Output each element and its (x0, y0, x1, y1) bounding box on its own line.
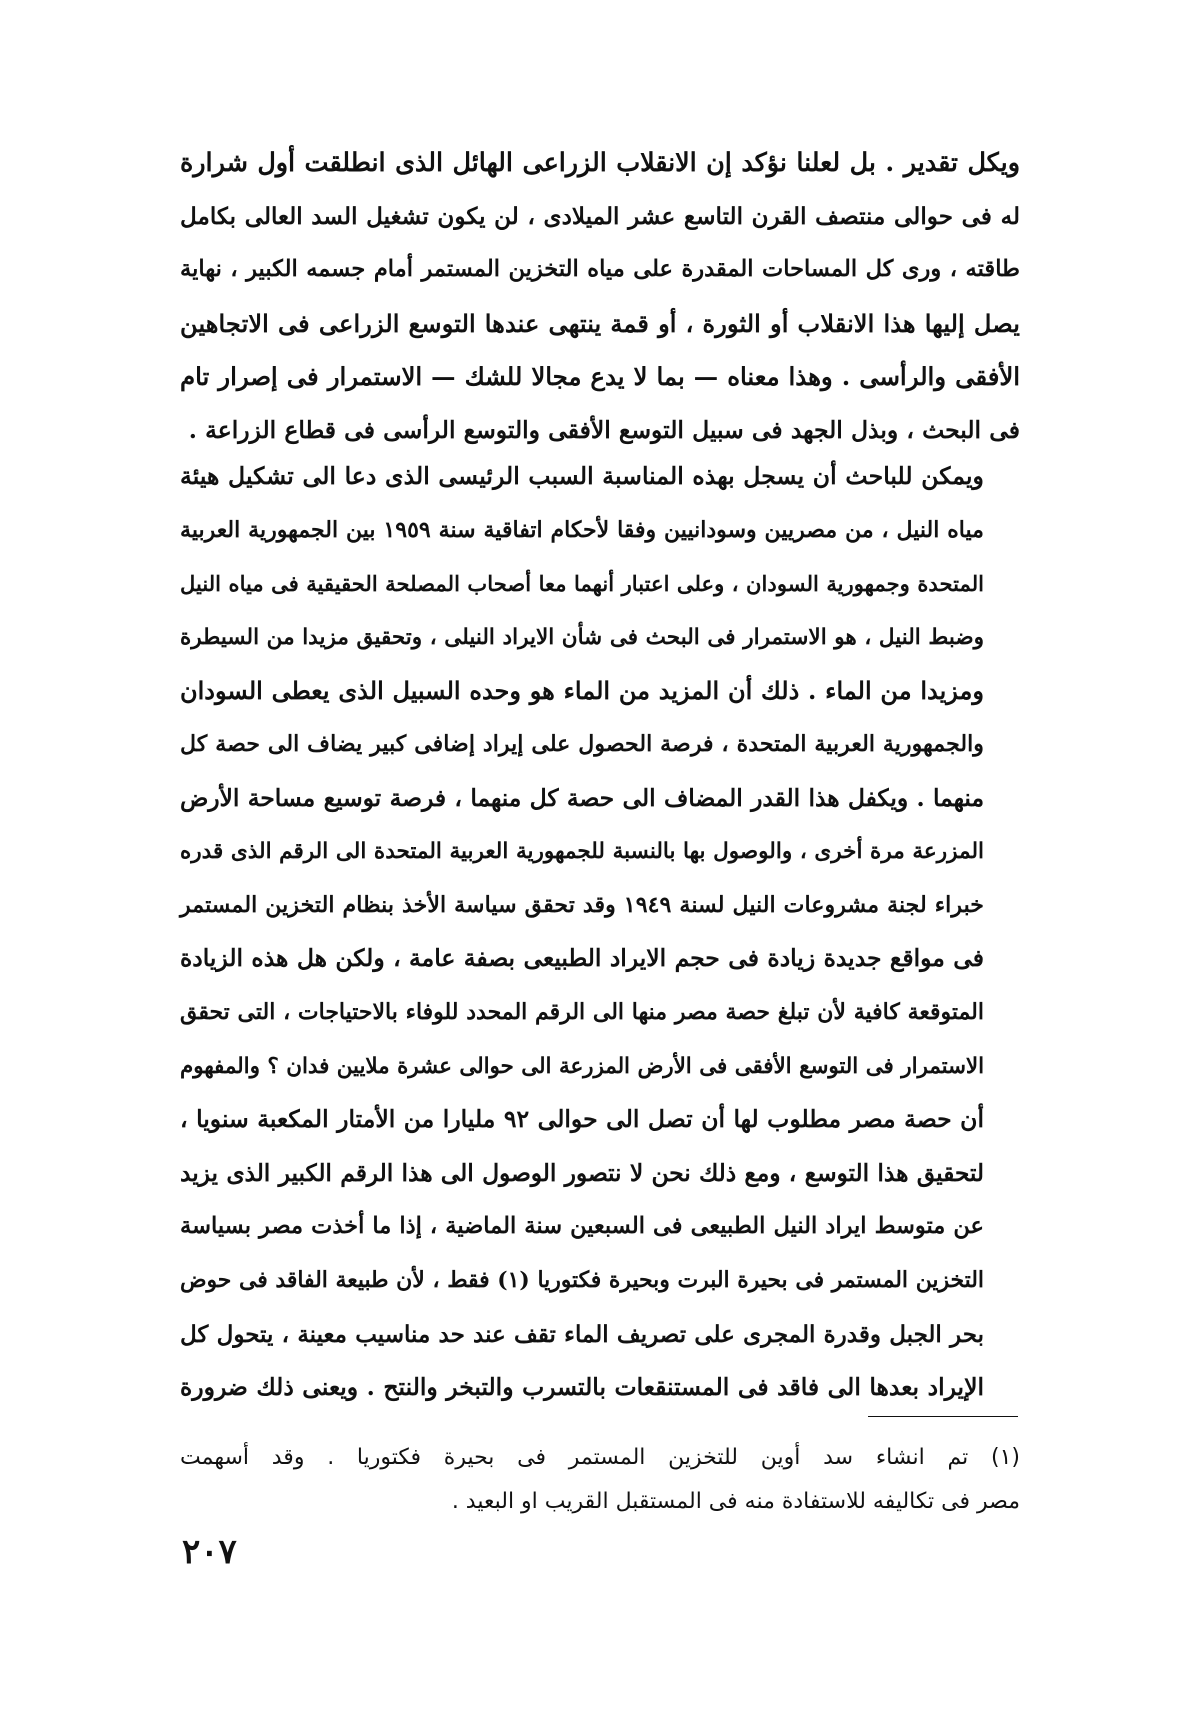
text-line: ويمكن للباحث أن يسجل بهذه المناسبة السبب الرئيسى الذى دعا الى تشكيل هيئة (180, 462, 984, 490)
text-line: منهما . ويكفل هذا القدر المضاف الى حصة كل منهما ، فرصة توسيع مساحة الأرض (180, 783, 984, 812)
text-line: المزرعة مرة أخرى ، والوصول بها بالنسبة للجمهورية العربية المتحدة الى الرقم الذى قدره (180, 839, 984, 865)
paragraph-2 (180, 450, 1020, 1415)
text-line: ويكل تقدير . بل لعلنا نؤكد إن الانقلاب الزراعى الهائل الذى انطلقت أول شرارة (180, 147, 1020, 177)
text-line: خبراء لجنة مشروعات النيل لسنة ١٩٤٩ وقد تحقق سياسة الأخذ بنظام التخزين المستمر (180, 891, 984, 918)
text-line: وضبط النيل ، هو الاستمرار فى البحث فى شأن الايراد النيلى ، وتحقيق مزيدا من السيطرة (180, 624, 984, 650)
text-line: أن حصة مصر مطلوب لها أن تصل الى حوالى ٩٢ مليارا من الأمتار المكعبة سنويا ، (180, 1105, 984, 1134)
text-line: له فى حوالى منتصف القرن التاسع عشر الميلادى ، لن يكون تشغيل السد العالى بكامل (180, 202, 1020, 230)
text-line: بحر الجبل وقدرة المجرى على تصريف الماء تقف عند حد مناسيب معينة ، يتحول كل (180, 1320, 984, 1348)
text-line: والجمهورية العربية المتحدة ، فرصة الحصول على إيراد إضافى كبير يضاف الى حصة كل (180, 730, 984, 757)
text-line: ومزيدا من الماء . ذلك أن المزيد من الماء هو وحده السبيل الذى يعطى السودان (180, 676, 984, 706)
page-number: ٢٠٧ (182, 1532, 237, 1572)
footnote-separator (868, 1416, 1018, 1417)
text-line: الاستمرار فى التوسع الأفقى فى الأرض المزرعة الى حوالى عشرة ملايين فدان ؟ والمفهوم (180, 1053, 984, 1079)
text-line: فى البحث ، وبذل الجهد فى سبيل التوسع الأفقى والتوسع الرأسى فى قطاع الزراعة . (188, 415, 1020, 444)
text-line: مياه النيل ، من مصريين وسودانيين وفقا لأحكام اتفاقية سنة ١٩٥٩ بين الجمهورية العربية (180, 516, 984, 543)
paragraph-1 (180, 136, 1020, 457)
text-line: فى مواقع جديدة زيادة فى حجم الايراد الطبيعى بصفة عامة ، ولكن هل هذه الزيادة (180, 944, 984, 973)
text-line: يصل إليها هذا الانقلاب أو الثورة ، أو قمة ينتهى عندها التوسع الزراعى فى الاتجاهين (180, 308, 1020, 338)
text-line: لتحقيق هذا التوسع ، ومع ذلك نحن لا نتصور الوصول الى هذا الرقم الكبير الذى يزيد (180, 1159, 984, 1187)
text-line: الإيراد بعدها الى فاقد فى المستنقعات بالتسرب والتبخر والنتح . ويعنى ذلك ضرورة (180, 1373, 984, 1402)
footnote-line: (١) تم انشاء سد أوين للتخزين المستمر فى بحيرة فكتوريا . وقد أسهمت (180, 1445, 1020, 1470)
footnote (180, 1436, 1020, 1524)
text-line: عن متوسط ايراد النيل الطبيعى فى السبعين سنة الماضية ، إذا ما أخذت مصر بسياسة (180, 1213, 984, 1240)
text-line: طاقته ، ورى كل المساحات المقدرة على مياه التخزين المستمر أمام جسمه الكبير ، نهاية (180, 256, 1020, 282)
footnote-line: مصر فى تكاليفه للاستفادة منه فى المستقبل القريب او البعيد . (451, 1489, 1020, 1514)
text-line: المتحدة وجمهورية السودان ، وعلى اعتبار أنهما معا أصحاب المصلحة الحقيقية فى مياه النيل (180, 571, 984, 597)
text-line: التخزين المستمر فى بحيرة البرت وبحيرة فكتوريا (١) فقط ، لأن طبيعة الفاقد فى حوض (180, 1266, 984, 1293)
text-line: الأفقى والرأسى . وهذا معناه — بما لا يدع مجالا للشك — الاستمرار فى إصرار تام (180, 362, 1020, 391)
text-line: المتوقعة كافية لأن تبلغ حصة مصر منها الى الرقم المحدد للوفاء بالاحتياجات ، التى تحقق (180, 998, 984, 1025)
